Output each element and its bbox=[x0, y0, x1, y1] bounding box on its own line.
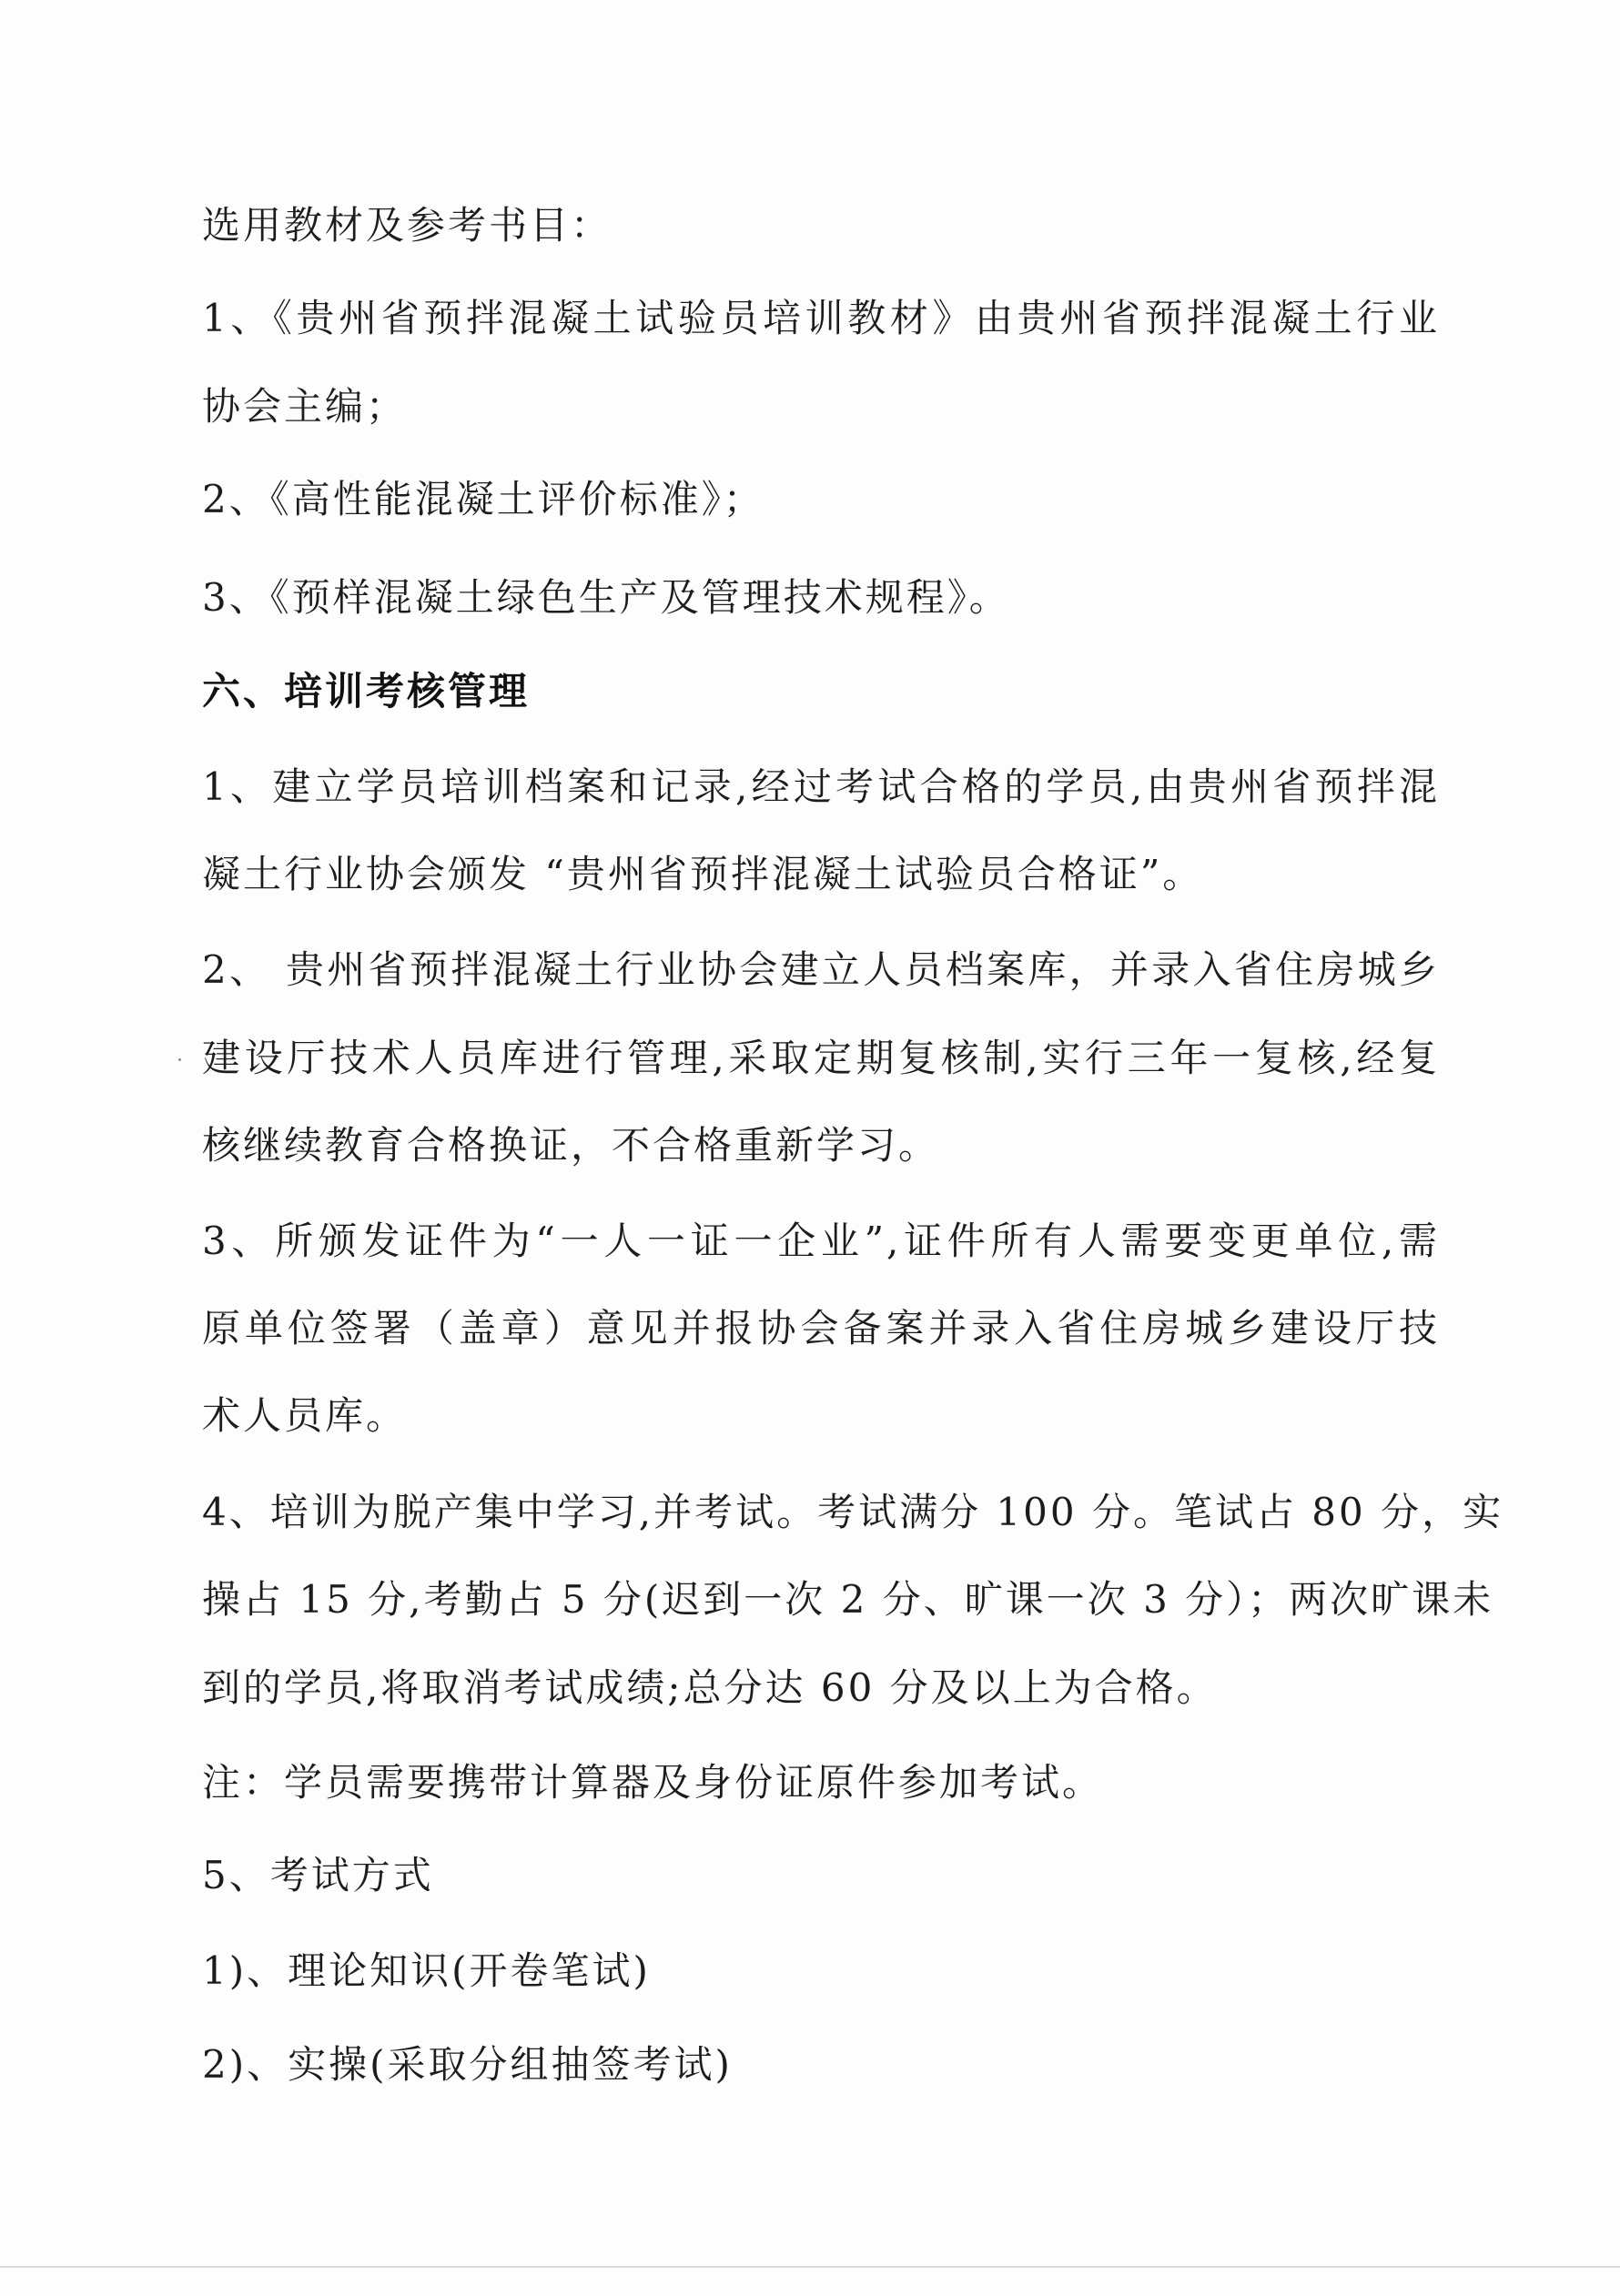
management-item-2-cont-2: 核继续教育合格换证，不合格重新学习。 bbox=[202, 1123, 940, 1168]
reference-item-2: 2、《高性能混凝土评价标准》； bbox=[202, 477, 764, 521]
management-item-1: 1、建立学员培训档案和记录,经过考试合格的学员,由贵州省预拌混 bbox=[202, 764, 1440, 809]
exam-method-theory: 1)、理论知识(开卷笔试) bbox=[202, 1948, 651, 1993]
reference-item-1-cont: 协会主编； bbox=[202, 384, 408, 429]
management-item-1-cont: 凝土行业协会颁发 “贵州省预拌混凝土试验员合格证”。 bbox=[202, 852, 1204, 896]
reference-item-3: 3、《预样混凝土绿色生产及管理技术规程》。 bbox=[202, 575, 1010, 620]
management-item-5: 5、考试方式 bbox=[202, 1853, 434, 1897]
management-item-4-cont-1: 操占 15 分,考勤占 5 分(迟到一次 2 分、旷课一次 3 分）；两次旷课未 bbox=[202, 1577, 1494, 1622]
management-item-3: 3、所颁发证件为“一人一证一企业”,证件所有人需要变更单位,需 bbox=[202, 1219, 1440, 1263]
management-item-3-cont-2: 术人员库。 bbox=[202, 1393, 408, 1438]
exam-method-practical: 2)、实操(采取分组抽签考试) bbox=[202, 2042, 733, 2087]
management-item-2-cont-1: 建设厅技术人员库进行管理,采取定期复核制,实行三年一复核,经复 bbox=[202, 1036, 1440, 1080]
exam-note: 注：学员需要携带计算器及身份证原件参加考试。 bbox=[202, 1760, 1104, 1805]
management-item-2: 2、 贵州省预拌混凝土行业协会建立人员档案库，并录入省住房城乡 bbox=[202, 947, 1440, 992]
management-item-4-cont-2: 到的学员,将取消考试成绩;总分达 60 分及以上为合格。 bbox=[202, 1665, 1218, 1710]
management-item-4: 4、培训为脱产集中学习,并考试。考试满分 100 分。笔试占 80 分，实 bbox=[202, 1490, 1504, 1534]
reference-books-heading: 选用教材及参考书目： bbox=[202, 203, 613, 248]
management-item-3-cont-1: 原单位签署（盖章）意见并报协会备案并录入省住房城乡建设厅技 bbox=[202, 1306, 1440, 1350]
reference-item-1: 1、《贵州省预拌混凝土试验员培训教材》由贵州省预拌混凝土行业 bbox=[202, 296, 1440, 340]
page-bottom-edge bbox=[0, 2266, 1620, 2268]
scan-speck bbox=[178, 1058, 181, 1061]
section-heading-training-management: 六、培训考核管理 bbox=[202, 669, 531, 713]
